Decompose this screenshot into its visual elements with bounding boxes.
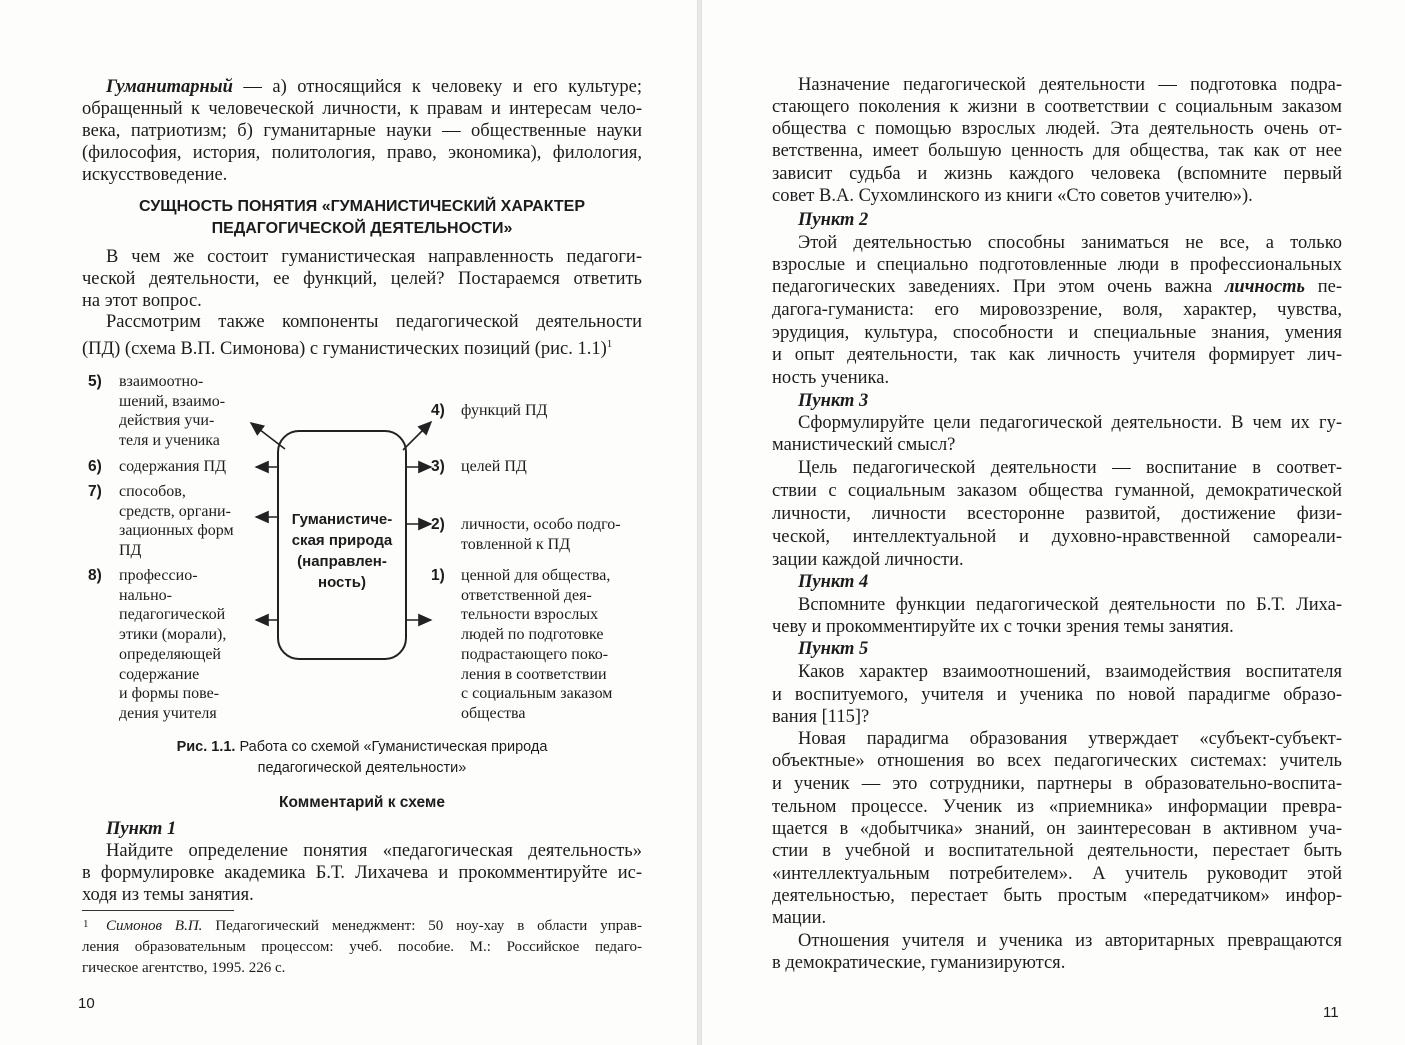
text-line: зации каждой личности. xyxy=(772,550,964,570)
text-line: стающего поколения к жизни в соответствии с социальным заказом xyxy=(772,97,1342,117)
text-line: Рассмотрим также компоненты педагогической деятельности xyxy=(106,312,642,332)
text-line: Найдите определение понятия «педагогическая деятельность» xyxy=(106,841,642,861)
text-line: ветственна, имеет большую ценность для общества, так как от нее xyxy=(772,141,1342,161)
text-line: чеву и прокомментируйте их с точки зрения темы занятия. xyxy=(772,617,1234,637)
text-line: зависит судьба и жизнь каждого человека (вспомните первый xyxy=(772,164,1342,184)
diagram-item-6: содержания ПД xyxy=(119,458,226,475)
item-number: 3) xyxy=(431,458,445,475)
text-line: дагога-гуманиста: его мировоззрение, воля, характер, чувства, xyxy=(772,300,1342,320)
text-line: общества с помощью взрослых людей. Эта деятельность очень от- xyxy=(772,119,1342,139)
text-line: Сформулируйте цели педагогической деятельности. В чем их гу- xyxy=(798,413,1342,433)
punkt-2-label: Пункт 2 xyxy=(798,210,869,230)
text-line: Новая парадигма образования утверждает «субъект-субъект- xyxy=(798,729,1342,749)
intro-line: Гуманитарный — а) относящийся к человеку и его культуре; xyxy=(106,77,642,97)
item-number: 6) xyxy=(88,458,102,475)
section-heading-line: ПЕДАГОГИЧЕСКОЙ ДЕЯТЕЛЬНОСТИ» xyxy=(211,220,513,237)
punkt-5-label: Пункт 5 xyxy=(798,639,869,659)
center-box-label: Гуманистиче- ская природа (направлен- ность) xyxy=(291,511,393,591)
figure-caption: педагогической деятельности» xyxy=(257,760,467,776)
item-number: 2) xyxy=(431,516,445,533)
text-line: педагогических заведениях. При этом очень важна личность пе- xyxy=(772,277,1342,297)
arrow-4 xyxy=(403,422,431,450)
text-line: (ПД) (схема В.П. Симонова) с гуманистических позиций (рис. 1.1)$^1$ xyxy=(82,338,613,360)
diagram-item-2: личности, особо подго- товленной к ПД xyxy=(461,516,621,553)
item-number: 7) xyxy=(88,483,102,500)
text-line: щается в «добытчика» знаний, он заинтересован в активном уча- xyxy=(772,819,1342,839)
text-line: тельном процессе. Ученик из «приемника» информации превра- xyxy=(772,797,1342,817)
intro-line: века, патриотизм; б) гуманитарные науки — общественные науки xyxy=(82,121,642,141)
text-line: ствии с социальным заказом общества гуманной, демократической xyxy=(772,481,1342,501)
text-line: ходя из темы занятия. xyxy=(82,885,254,905)
item-number: 8) xyxy=(88,567,102,584)
text-line: взрослые и специально подготовленные люди в профессиональных xyxy=(772,255,1342,275)
text-line: деятельностью, перестает быть простым «передатчиком» инфор- xyxy=(772,886,1342,906)
intro-term: Гуманитарный xyxy=(106,77,233,97)
text-line: на этот вопрос. xyxy=(82,291,202,311)
text-line: вания [115]? xyxy=(772,707,870,727)
text-line: и ученик — это сотрудники, партнеры в образовательно-воспита- xyxy=(772,774,1342,794)
text-line: Отношения учителя и ученика из авторитарных превращаются xyxy=(798,931,1342,951)
text-line: Назначение педагогической деятельности — подготовка подра- xyxy=(798,75,1342,95)
text-line: манистический смысл? xyxy=(772,435,956,455)
diagram-item-7: способов, средств, органи- зационных форм ПД xyxy=(119,483,234,560)
page-number-left: 10 xyxy=(78,995,95,1012)
item-number: 5) xyxy=(88,373,102,390)
figure-caption: Рис. 1.1. Работа со схемой «Гуманистическая природа xyxy=(176,739,548,755)
punkt-3-label: Пункт 3 xyxy=(798,391,869,411)
text-line: и опыт деятельности, так как личность учителя формирует лич- xyxy=(772,345,1342,365)
text-line: в формулировке академика Б.Т. Лихачева и прокомментируйте ис- xyxy=(82,863,642,883)
item-number: 1) xyxy=(431,567,445,584)
text-line: в демократические, гуманизируются. xyxy=(772,953,1066,973)
intro-line: обращенный к человеческой личности, к правам и интересам чело- xyxy=(82,99,642,119)
emphasis-word: личность xyxy=(1224,277,1306,297)
punkt-4-label: Пункт 4 xyxy=(798,572,869,592)
text-line: личности, личности всесторонне развитой, достижение физи- xyxy=(772,504,1342,524)
text-line: совет В.А. Сухомлинского из книги «Сто советов учителю»). xyxy=(772,186,1253,206)
comment-heading: Комментарий к схеме xyxy=(279,794,445,811)
diagram-item-3: целей ПД xyxy=(461,458,527,475)
text-line: В чем же состоит гуманистическая направленность педагоги- xyxy=(106,247,642,267)
diagram-item-4: функций ПД xyxy=(461,402,548,419)
text-line: стии в учебной и воспитательной деятельности, перестает быть xyxy=(772,841,1342,861)
page-number-right: 11 xyxy=(1323,1004,1339,1021)
section-heading-line: СУЩНОСТЬ ПОНЯТИЯ «ГУМАНИСТИЧЕСКИЙ ХАРАКТЕР xyxy=(139,198,585,215)
text-line: Этой деятельностью способны заниматься не все, а только xyxy=(798,233,1342,253)
text-line: Цель педагогической деятельности — воспитание в соответ- xyxy=(798,458,1342,478)
text-line: Вспомните функции педагогической деятельности по Б.Т. Лиха- xyxy=(798,595,1342,615)
intro-line: искусствоведение. xyxy=(82,165,228,185)
footnote-divider xyxy=(82,910,234,911)
text-line: ческой деятельности, ее функций, целей? Постараемся ответить xyxy=(82,269,642,289)
text-line: мации. xyxy=(772,908,827,928)
diagram-item-5: взаимоотно- шений, взаимо- действия учи- теля и ученика xyxy=(119,373,226,450)
text-line: ность ученика. xyxy=(772,368,890,388)
text-line: ческой, интеллектуальной и духовно-нравственной самореали- xyxy=(772,527,1342,547)
intro-line: (философия, история, политология, право, экономика), филология, xyxy=(82,143,642,163)
text-line: эрудиция, культура, способности и специальные знания, умения xyxy=(772,323,1342,343)
item-number: 4) xyxy=(431,402,445,419)
diagram-item-8: профессио- нально- педагогической этики (морали), определяющей содержание и формы пове- дения учителя xyxy=(119,567,227,722)
text-line: объектные» отношения во всех педагогических системах: учитель xyxy=(772,751,1342,771)
text-line: Каков характер взаимоотношений, взаимодействия воспитателя xyxy=(798,662,1342,682)
punkt-1-label: Пункт 1 xyxy=(106,819,177,839)
footnote-ref: 1 xyxy=(606,338,613,350)
text-line: «интеллектуальным потребителем». А учитель руководит этой xyxy=(772,864,1342,884)
diagram-item-1: ценной для общества, ответственной дея- тельности взрослых людей по подготовке подрастающего поко- ления в соответствии с социальным заказом общества xyxy=(461,567,613,722)
text-line: и воспитуемого, учителя и ученика по новой парадигме образо- xyxy=(772,685,1342,705)
